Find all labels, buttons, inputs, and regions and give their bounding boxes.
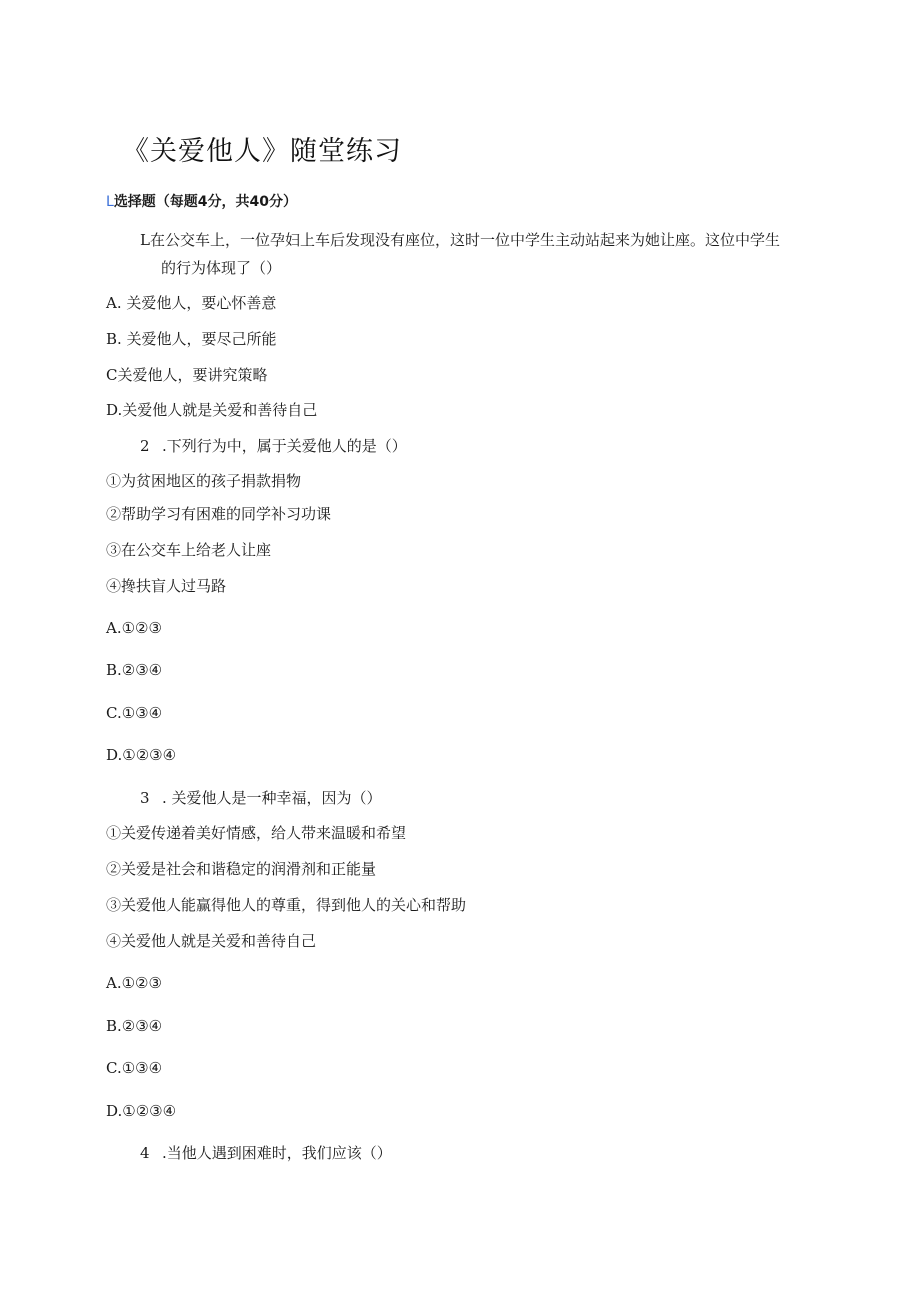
question-2-stem-text: .下列行为中，属于关爱他人的是（）	[162, 437, 407, 455]
question-2-option-a: A.①②③	[106, 619, 162, 637]
question-2-number: 2	[140, 437, 150, 455]
section-marker: L	[106, 194, 114, 210]
question-1-option-d: D.关爱他人就是关爱和善待自己	[106, 401, 318, 419]
question-1-option-c: C关爱他人，要讲究策略	[106, 366, 268, 384]
question-2-option-c: C.①③④	[106, 704, 163, 722]
question-3-statement-3: ③关爱他人能赢得他人的尊重，得到他人的关心和帮助	[106, 896, 467, 914]
question-1-option-a: A. 关爱他人，要心怀善意	[106, 294, 277, 312]
section-heading	[106, 192, 297, 212]
question-4-stem-text: .当他人遇到困难时，我们应该（）	[162, 1144, 392, 1162]
question-3-option-a: A.①②③	[106, 974, 162, 992]
question-1-stem-line2: 的行为体现了（）	[161, 259, 282, 277]
question-2-option-d: D.①②③④	[106, 746, 177, 764]
question-3-option-c: C.①③④	[106, 1059, 163, 1077]
section-label: 选择题（每题4分，共40分）	[113, 194, 298, 210]
question-3-option-d: D.①②③④	[106, 1102, 177, 1120]
question-3-stem-text: . 关爱他人是一种幸福，因为（）	[162, 789, 382, 807]
question-2-statement-3: ③在公交车上给老人让座	[106, 541, 272, 559]
question-2-option-b: B.②③④	[106, 661, 163, 679]
question-1-stem-line1: L在公交车上，一位孕妇上车后发现没有座位，这时一位中学生主动站起来为她让座。这位中学生	[140, 231, 780, 249]
question-2-stem	[140, 436, 407, 456]
question-1-option-b: B. 关爱他人，要尽己所能	[106, 330, 277, 348]
question-3-stem	[140, 788, 382, 808]
question-3-option-b: B.②③④	[106, 1017, 163, 1035]
question-2-statement-2: ②帮助学习有困难的同学补习功课	[106, 505, 332, 523]
question-4-stem	[140, 1143, 392, 1163]
question-3-statement-4: ④关爱他人就是关爱和善待自己	[106, 932, 317, 950]
document-title: 《关爱他人》随堂练习	[122, 136, 402, 167]
question-2-statement-1: ①为贫困地区的孩子捐款捐物	[106, 472, 302, 490]
question-3-number: 3	[140, 789, 150, 807]
question-3-statement-1: ①关爱传递着美好情感，给人带来温暖和希望	[106, 824, 407, 842]
question-3-statement-2: ②关爱是社会和谐稳定的润滑剂和正能量	[106, 860, 377, 878]
question-4-number: 4	[140, 1144, 150, 1162]
question-2-statement-4: ④搀扶盲人过马路	[106, 577, 227, 595]
